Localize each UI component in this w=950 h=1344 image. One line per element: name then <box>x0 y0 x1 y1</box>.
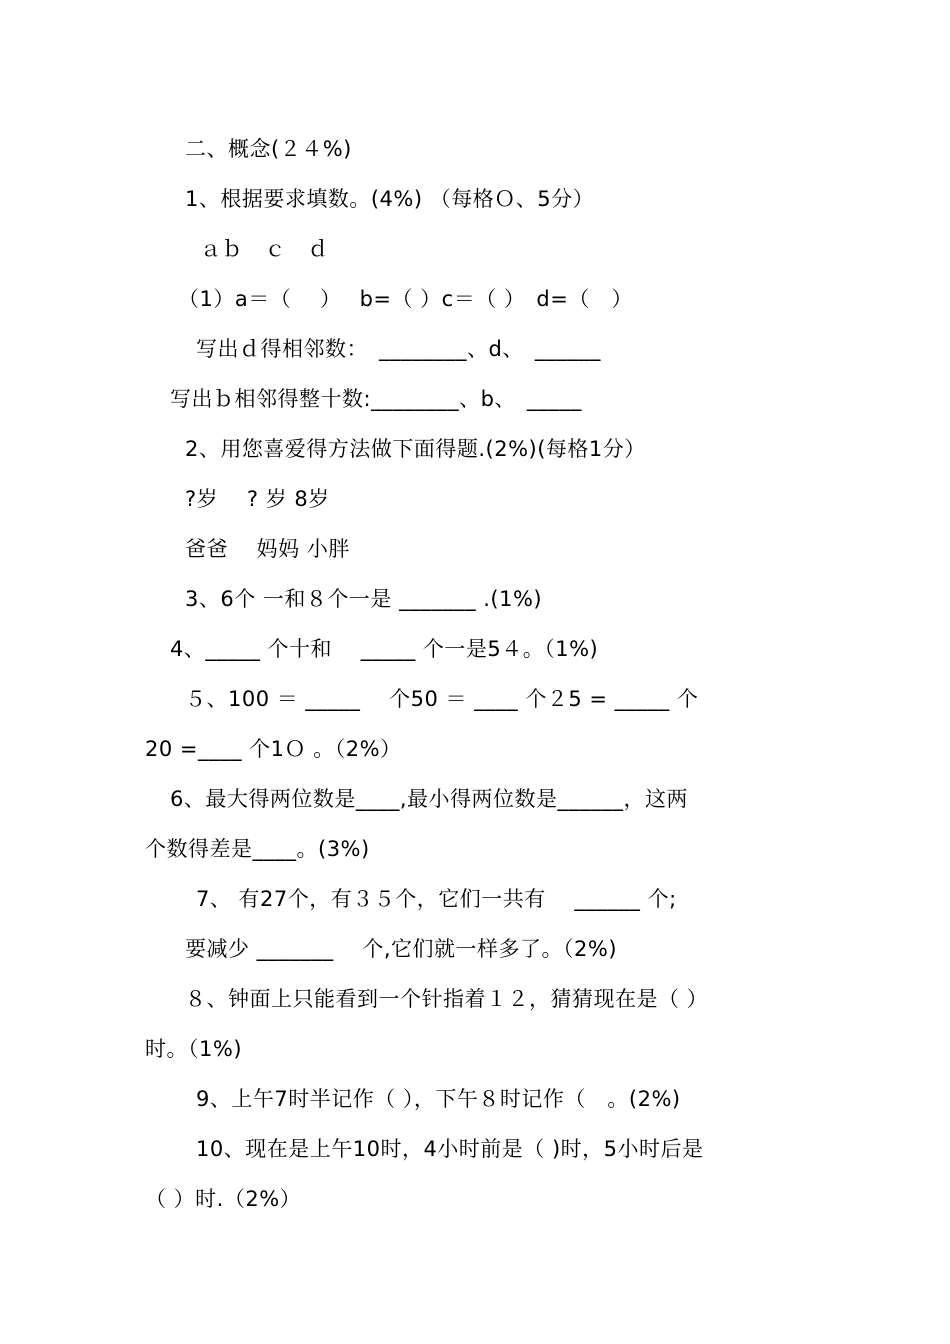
question-2-people: 爸爸 妈妈 小胖 <box>185 537 350 561</box>
question-8-text: ８、钟面上只能看到一个针指着１２，猜猜现在是（ ） <box>185 987 709 1011</box>
question-2-ages: ?岁 ? 岁 8岁 <box>185 487 330 511</box>
question-6-continued: 个数得差是____。(3%) <box>145 837 370 861</box>
question-1-text: 1、根据要求填数。(4%) （每格Ｏ、5分） <box>185 187 595 211</box>
question-10-text: 10、现在是上午10时，4小时前是（ )时，5小时后是 <box>196 1137 704 1161</box>
question-1-part-1: （1）a＝（ ） b=（ ）c＝（ ） d=（ ） <box>178 287 633 311</box>
section-title: 二、概念(２４%) <box>185 137 352 161</box>
question-1-neighbors-d: 写出ｄ得相邻数： ________、d、 ______ <box>196 337 601 361</box>
question-7-text: 7、 有27个，有３５个，它们一共有 ______ 个; <box>196 887 677 911</box>
number-line-labels: ａｂ ｃ ｄ <box>200 237 329 261</box>
question-9-text: 9、上午7时半记作（ ），下午８时记作（ 。(2%) <box>196 1087 681 1111</box>
question-1-tens-b: 写出ｂ相邻得整十数:________、b、 _____ <box>170 387 582 411</box>
question-10-continued: （ ）时.（2%） <box>145 1187 302 1211</box>
question-6-text: 6、最大得两位数是____,最小得两位数是______，这两 <box>170 787 689 811</box>
question-5-continued: 20 =____ 个1Ｏ 。（2%） <box>145 737 402 761</box>
question-7-continued: 要减少 _______ 个,它们就一样多了。（2%) <box>185 937 618 961</box>
question-5-text: ５、100 ＝ _____ 个50 ＝ ____ 个２5 = _____ 个 <box>185 687 699 711</box>
question-4-text: 4、_____ 个十和 _____ 个一是5４。（1%) <box>170 637 599 661</box>
question-3-text: 3、6个 一和８个一是 _______ .(1%) <box>185 587 543 611</box>
question-8-continued: 时。（1%) <box>145 1037 243 1061</box>
question-2-text: 2、用您喜爱得方法做下面得题.(2%)(每格1分） <box>185 437 646 461</box>
